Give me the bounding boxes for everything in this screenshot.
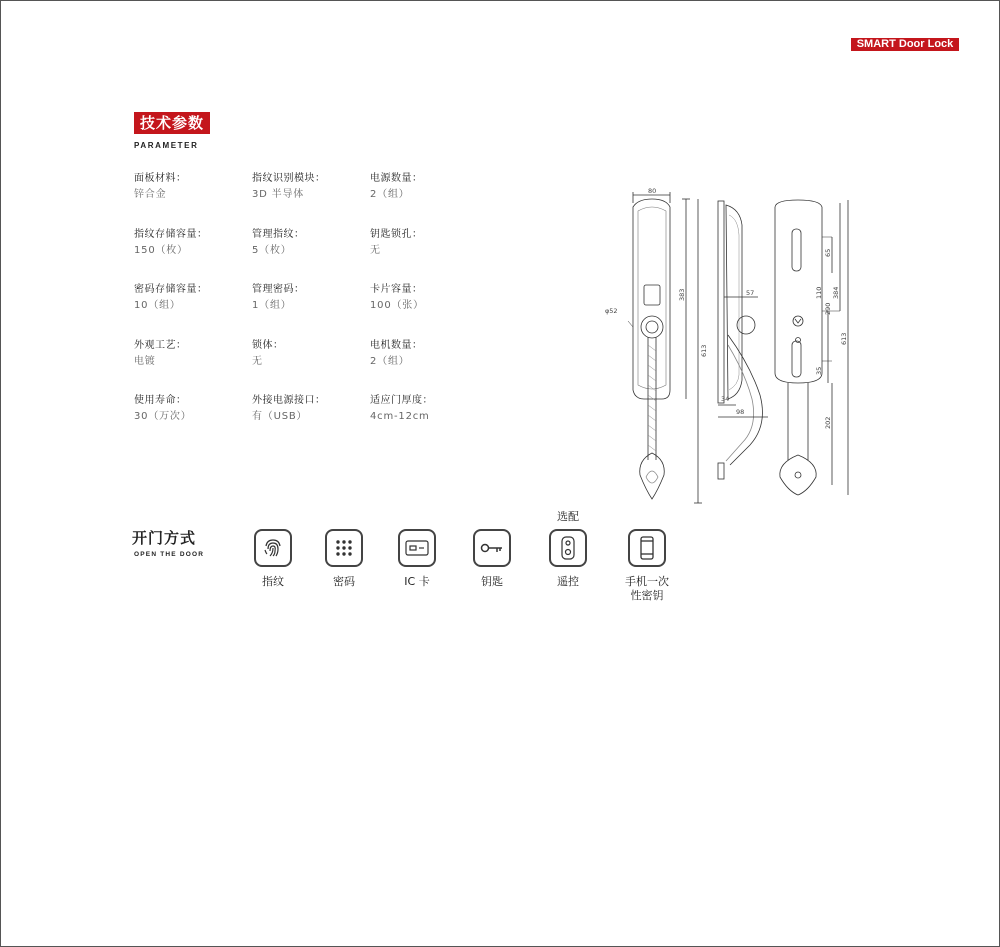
brand-tag: SMART Door Lock xyxy=(851,38,959,51)
key-icon xyxy=(473,529,511,567)
method-label: 遥控 xyxy=(557,575,579,588)
param-label: 密码存储容量： xyxy=(134,284,208,295)
param-value: 4cm-12cm xyxy=(370,411,430,422)
fingerprint-icon xyxy=(254,529,292,567)
dim-back-290: 290 xyxy=(824,302,832,315)
dim-back-384: 384 xyxy=(832,286,840,299)
param-fingerprint-module xyxy=(252,171,326,203)
param-value: 无 xyxy=(252,356,263,367)
dim-total-height: 613 xyxy=(700,344,708,357)
param-label: 管理密码： xyxy=(252,284,305,295)
param-value: 100（张） xyxy=(370,300,424,311)
front-handle xyxy=(648,337,656,460)
param-label: 电源数量： xyxy=(370,173,423,184)
param-door-thickness xyxy=(370,393,433,425)
param-label: 卡片容量： xyxy=(370,284,423,295)
front-handle-tip xyxy=(640,453,665,499)
param-value: 无 xyxy=(370,245,381,256)
param-password-capacity xyxy=(134,282,208,314)
param-value: 5（枚） xyxy=(252,245,292,256)
dim-back-total: 613 xyxy=(840,332,848,345)
side-knob xyxy=(737,316,755,334)
open-methods-title: 开门方式 xyxy=(132,529,197,547)
param-admin-password xyxy=(252,282,305,314)
back-slot-bottom xyxy=(792,341,801,377)
param-lifespan xyxy=(134,393,192,425)
method-ic-card xyxy=(382,529,452,589)
param-label: 适应门厚度： xyxy=(370,395,433,406)
back-slot-top xyxy=(792,229,801,271)
section-subtitle: PARAMETER xyxy=(134,141,199,150)
method-fingerprint xyxy=(238,529,308,589)
method-label: 指纹 xyxy=(262,575,284,588)
side-panel xyxy=(726,205,742,399)
method-label: IC 卡 xyxy=(404,575,430,588)
method-remote xyxy=(533,529,603,589)
method-password xyxy=(309,529,379,589)
optional-label: 选配 xyxy=(557,510,579,523)
param-label: 锁体： xyxy=(252,340,284,351)
param-value: 有（USB） xyxy=(252,411,308,422)
back-thumb-turn xyxy=(793,316,803,326)
param-label: 钥匙锁孔： xyxy=(370,229,423,240)
back-handle xyxy=(788,383,808,460)
dim-back-65: 65 xyxy=(824,248,832,257)
param-panel-material xyxy=(134,171,187,203)
param-value: 30（万次） xyxy=(134,411,192,422)
remote-icon xyxy=(549,529,587,567)
param-value: 10（组） xyxy=(134,300,181,311)
param-finish xyxy=(134,338,187,370)
fingerprint-window xyxy=(644,285,660,305)
param-value: 锌合金 xyxy=(134,189,167,200)
dim-upper-height: 383 xyxy=(678,288,686,301)
dim-back-35: 35 xyxy=(815,366,823,375)
method-phone-otp xyxy=(612,529,682,603)
ic-card-icon xyxy=(398,529,436,567)
param-fingerprint-capacity xyxy=(134,227,208,259)
method-label: 手机一次性密钥 xyxy=(625,575,669,602)
param-label: 电机数量： xyxy=(370,340,423,351)
param-external-power xyxy=(252,393,326,425)
lock-dimension-drawing xyxy=(600,185,860,505)
method-key xyxy=(457,529,527,589)
back-handle-tip xyxy=(780,455,816,495)
front-panel-outline xyxy=(633,199,670,399)
dim-back-202: 202 xyxy=(824,416,832,429)
param-label: 外观工艺： xyxy=(134,340,187,351)
param-motor-count xyxy=(370,338,423,370)
param-value: 1（组） xyxy=(252,300,292,311)
param-admin-fingerprint xyxy=(252,227,305,259)
side-door-edge xyxy=(718,201,724,403)
param-value: 2（组） xyxy=(370,356,410,367)
param-label: 使用寿命： xyxy=(134,395,187,406)
phone-icon xyxy=(628,529,666,567)
dim-side-57: 57 xyxy=(746,289,755,297)
dim-side-98: 98 xyxy=(736,408,745,416)
section-title: 技术参数 xyxy=(134,112,210,134)
param-keyhole xyxy=(370,227,423,259)
method-label: 密码 xyxy=(333,575,355,588)
front-knob xyxy=(641,316,663,338)
param-label: 指纹存储容量： xyxy=(134,229,208,240)
param-label: 指纹识别模块： xyxy=(252,173,326,184)
param-label: 管理指纹： xyxy=(252,229,305,240)
keypad-icon xyxy=(325,529,363,567)
param-label: 面板材料： xyxy=(134,173,187,184)
param-value: 电镀 xyxy=(134,356,156,367)
param-value: 3D 半导体 xyxy=(252,189,305,200)
param-value: 150（枚） xyxy=(134,245,188,256)
dim-front-width: 80 xyxy=(648,187,657,195)
param-value: 2（组） xyxy=(370,189,410,200)
method-label: 钥匙 xyxy=(481,575,503,588)
open-methods-subtitle: OPEN THE DOOR xyxy=(134,551,205,558)
param-label: 外接电源接口： xyxy=(252,395,326,406)
dim-side-34: 34 xyxy=(721,395,730,403)
param-lock-body xyxy=(252,338,284,370)
dim-diameter: φ52 xyxy=(605,307,618,315)
param-card-capacity xyxy=(370,282,424,314)
dim-back-110: 110 xyxy=(815,286,823,299)
param-power-count xyxy=(370,171,423,203)
